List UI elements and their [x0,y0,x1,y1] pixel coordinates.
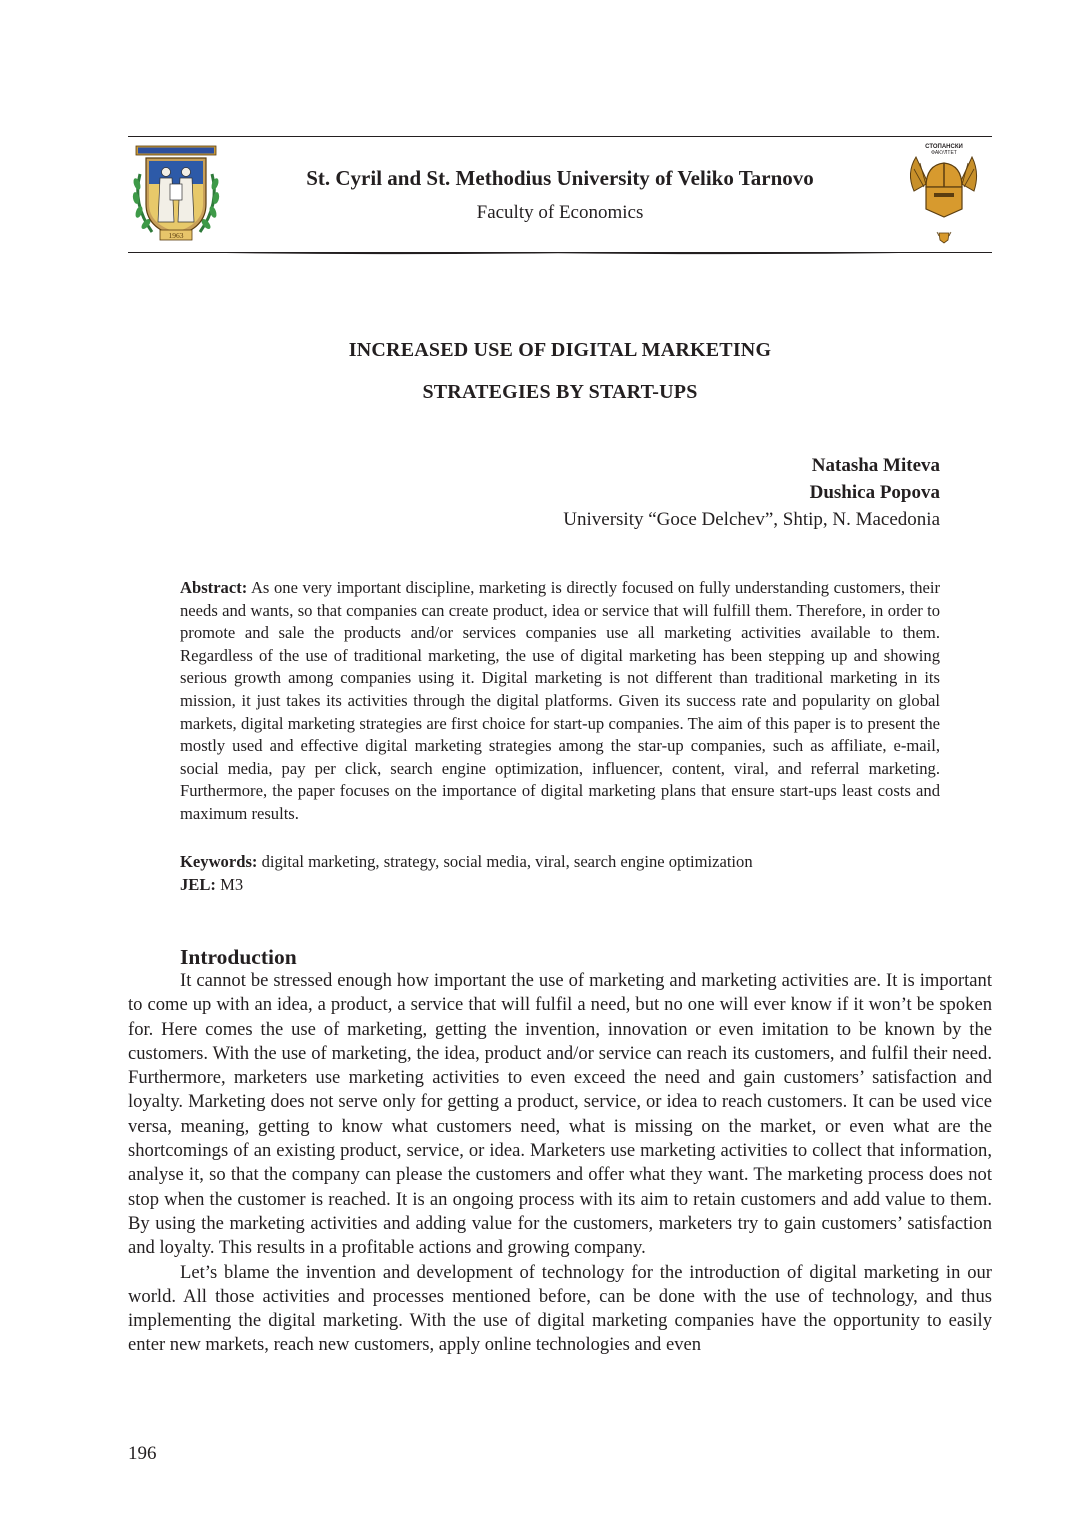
jel-line [180,874,940,897]
abstract-label: Abstract: [180,578,248,597]
author-affiliation: University “Goce Delchev”, Shtip, N. Macedonia [563,509,940,530]
body-paragraph: Let’s blame the invention and development of technology for the introduction of digital marketing in our world. All those activities and processes mentioned before, can be done with the use of technology, and thus implementing the digital marketing. With the use of digital marketing companies have the opportunity to easily enter new markets, reach new customers, apply online technologies and even [128,1261,992,1356]
crest-year-text: 1963 [168,231,184,240]
author-name: Dushica Popova [809,482,940,503]
introduction-body [128,969,992,1358]
author-name: Natasha Miteva [811,455,940,476]
keywords-line [180,851,940,874]
jel-label: JEL: [180,875,216,894]
keywords-label: Keywords: [180,852,258,871]
university-name: St. Cyril and St. Methodius University of Veliko Tarnovo [306,166,814,190]
body-paragraph: It cannot be stressed enough how important the use of marketing and marketing activities are. It is important to come up with an idea, a product, a service that will fulfil a need, but no one will ever know if it won’t be spoken for. Here comes the use of marketing, getting the invention, innovation or even imitation to be known by the customers. With the use of marketing, the idea, product and/or service can reach its customers, and fulfil their need. Furthermore, marketers use marketing activities to even exceed the need and gain customers’ satisfaction and loyalty. Marketing does not serve only for getting a product, service, or idea to reach customers. It can be used vice versa, meaning, getting to know what customers need, what is missing on the market, or even what are the shortcomings of an existing product, service, or idea. Marketers use marketing activities to collect that information, analyse it, so that the company can please the customers and offer what they want. The marketing process does not stop when the customer is reached. It is an ongoing process with its aim to retain customers and add value to them. By using the marketing activities and adding value for the customers, marketers try to gain customers’ satisfaction and loyalty. This results in a profitable actions and growing company. [128,970,992,1259]
faculty-of-economics-helmet-logo [904,139,980,247]
section-heading-introduction: Introduction [180,945,297,969]
logo-text-line-1: СТОПАНСКИ [925,144,963,150]
article-title-line-1: INCREASED USE OF DIGITAL MARKETING [348,339,772,361]
logo-text-line-2: ФАКУЛТЕТ [931,150,957,156]
keywords-text: digital marketing, strategy, social media, viral, search engine optimization [261,852,753,871]
university-crest-logo [130,144,222,244]
abstract-block [180,577,940,826]
jel-code: M3 [220,875,244,894]
article-title-line-2: STRATEGIES BY START-UPS [422,381,698,403]
header-top-rule [128,136,992,137]
abstract-text: As one very important discipline, marketing is directly focused on fully understanding customers, their needs and wants, so that companies can create product, idea or service that will fulfill them. Therefore, in order to promote and sale the products and/or services companies use all marketing activities available to them. Regardless of the use of traditional marketing, the use of digital marketing has been stepping up and showing serious growth among companies using it. Digital marketing is not different than traditional marketing in its mission, it just takes its activities through the digital platforms. Given its success rate and popularity on global markets, digital marketing strategies are first choice for start-up companies. The aim of this paper is to present the mostly used and effective digital marketing strategies among the star-up companies, such as affiliate, e-mail, social media, pay per click, search engine optimization, influencer, content, viral, and referral marketing. Furthermore, the paper focuses on the importance of digital marketing plans that ensure start-ups least costs and maximum results. [180,578,940,823]
header-bottom-rule [128,251,992,254]
faculty-name: Faculty of Economics [476,202,644,223]
page-number: 196 [128,1443,157,1464]
